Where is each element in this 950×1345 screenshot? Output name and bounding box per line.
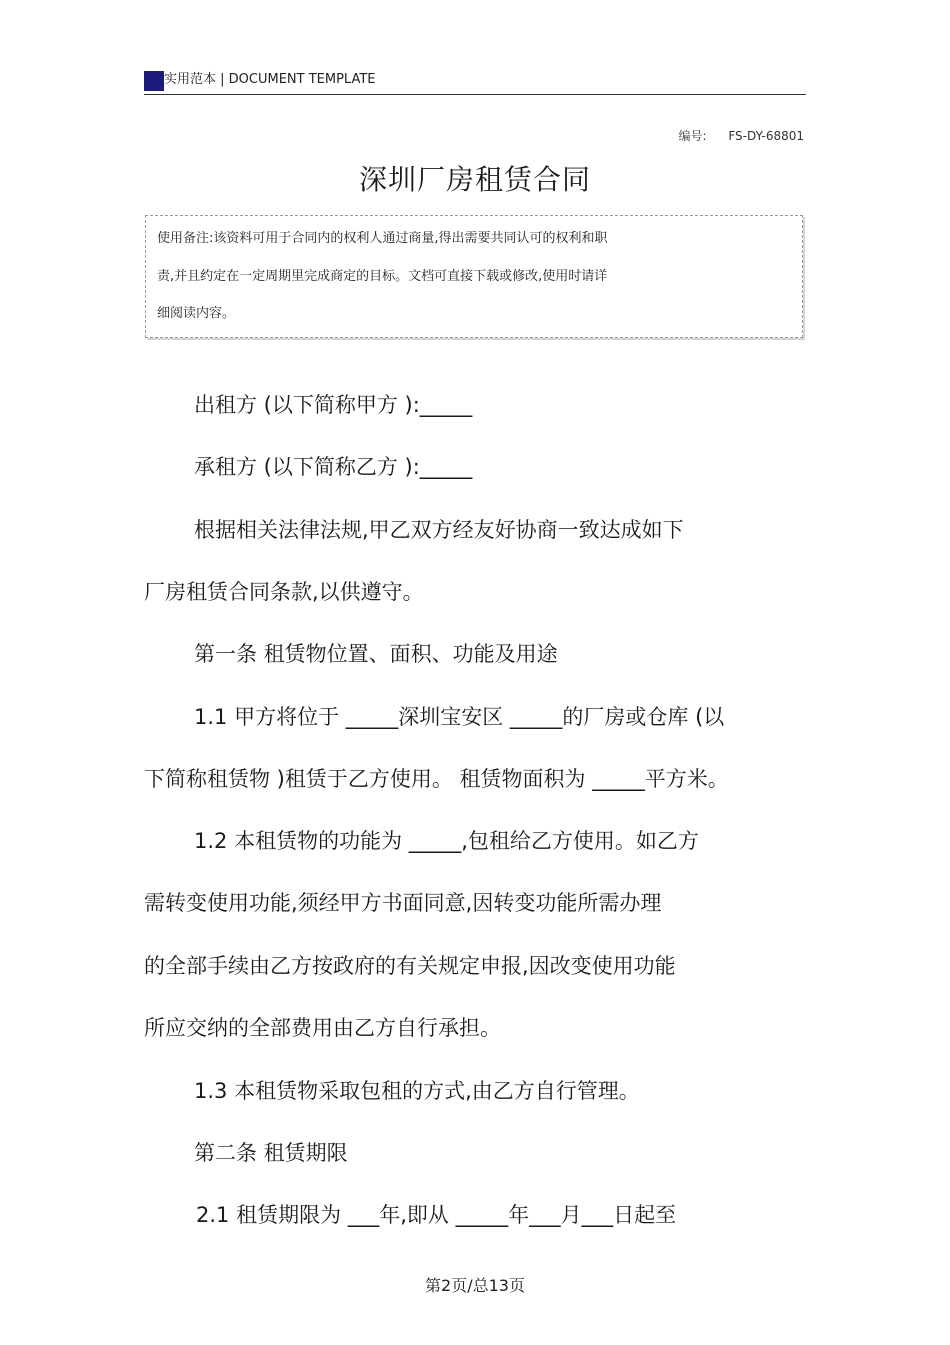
- page-number: 第2页/总13页: [425, 1276, 525, 1295]
- clause-line: 下简称租赁物 )租赁于乙方使用。 租赁物面积为 _____平方米。: [144, 767, 729, 791]
- clause-line: 的全部手续由乙方按政府的有关规定申报,因改变使用功能: [144, 954, 676, 978]
- clause-line: 1.2 本租赁物的功能为 _____,包租给乙方使用。如乙方: [194, 829, 699, 853]
- document-number-value: FS-DY-68801: [728, 129, 804, 143]
- clause-line: 1.3 本租赁物采取包租的方式,由乙方自行管理。: [194, 1079, 640, 1103]
- usage-note-line: 责,并且约定在一定周期里完成商定的目标。文档可直接下载或修改,使用时请详: [157, 269, 608, 284]
- lessee-line: 承租方 (以下简称乙方 ):_____: [194, 455, 473, 479]
- usage-note-line: 细阅读内容。: [157, 306, 236, 321]
- header-text: 实用范本 | DOCUMENT TEMPLATE: [164, 72, 376, 87]
- article-heading: 第一条 租赁物位置、面积、功能及用途: [194, 642, 558, 666]
- body-paragraph-line: 厂房租赁合同条款,以供遵守。: [144, 580, 424, 604]
- clause-line: 需转变使用功能,须经甲方书面同意,因转变功能所需办理: [144, 891, 662, 915]
- template-logo-icon: [144, 71, 164, 91]
- clause-line: 2.1 租赁期限为 ___年,即从 _____年___月___日起至: [196, 1203, 677, 1227]
- clause-line: 1.1 甲方将位于 _____深圳宝安区 _____的厂房或仓库 (以: [194, 705, 725, 729]
- document-title: 深圳厂房租赁合同: [358, 163, 591, 196]
- page-header: [144, 70, 806, 95]
- usage-note-line: 使用备注:该资料可用于合同内的权利人通过商量,得出需要共同认可的权利和职: [157, 231, 608, 246]
- clause-line: 所应交纳的全部费用由乙方自行承担。: [144, 1016, 501, 1040]
- usage-note-box: [145, 215, 803, 338]
- body-paragraph-line: 根据相关法律法规,甲乙双方经友好协商一致达成如下: [194, 518, 684, 542]
- article-heading: 第二条 租赁期限: [194, 1141, 348, 1165]
- document-number-label: 编号:: [678, 129, 707, 143]
- document-number: [678, 127, 804, 144]
- lessor-line: 出租方 (以下简称甲方 ):_____: [194, 393, 473, 417]
